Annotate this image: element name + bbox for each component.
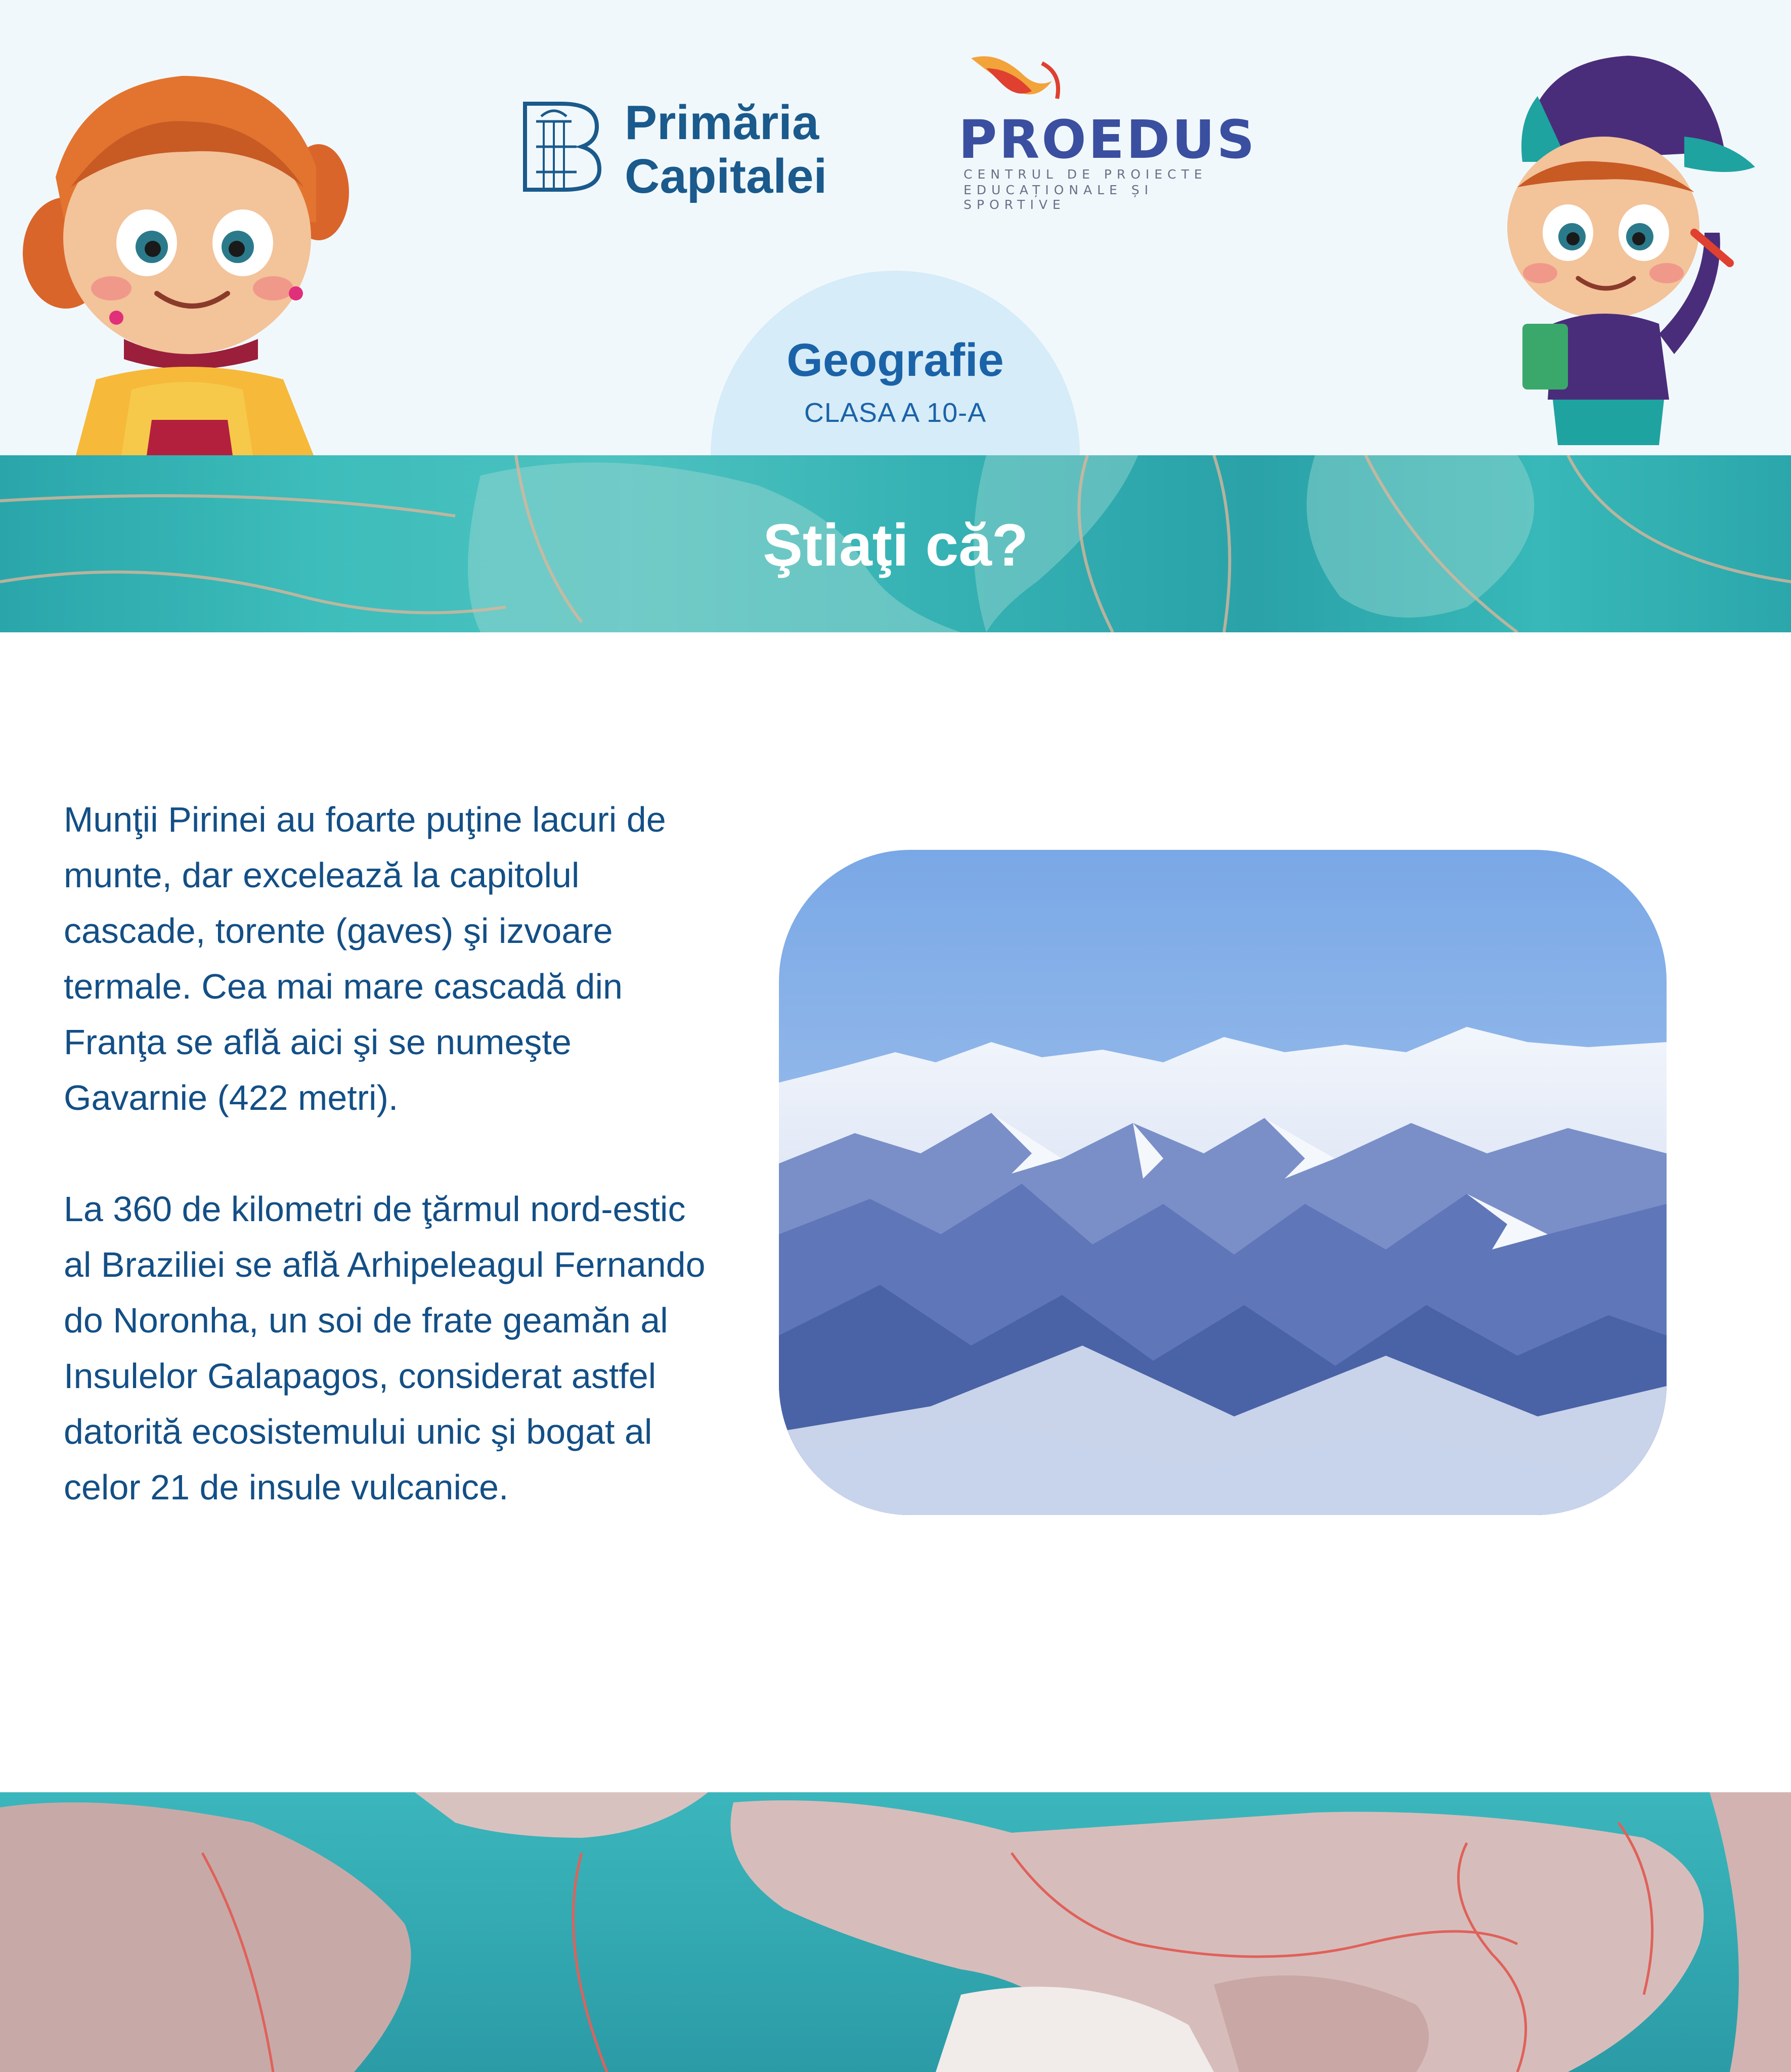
girl-mascot-icon	[20, 56, 349, 455]
primaria-capitalei-logo	[521, 96, 845, 203]
title-banner	[0, 455, 1791, 632]
fact-paragraph-2: La 360 de kilometri de ţărmul nord-estic al Braziliei se află Arhipeleagul Fernando do Noronha, un soi de frate geamăn al Insulelor Galapagos, considerat astfel datorită ecosistemului unic şi bogat al celor 21 de insule vulcanice.	[64, 1189, 706, 1507]
subject-title: Geografie	[787, 334, 1004, 386]
header	[0, 0, 1791, 455]
proedus-flame-icon	[966, 53, 1072, 114]
banner-title: Ştiaţi că?	[763, 512, 1028, 579]
proedus-tagline-line2: EDUCAȚIONALE ȘI SPORTIVE	[964, 183, 1153, 212]
building-b-logo-icon	[521, 101, 602, 192]
facts-text	[64, 792, 721, 1515]
primaria-line1: Primăria	[625, 96, 819, 150]
boy-mascot-icon	[1492, 51, 1755, 455]
grade-label: CLASA A 10-A	[804, 398, 987, 428]
fact-paragraph-1: Munţii Pirinei au foarte puţine lacuri de munte, dar excelează la capitolul cascade, torente (gaves) şi izvoare termale. Cea mai mare cascadă din Franţa se află aici şi se numeşte Gavarnie (422 metri).	[64, 800, 666, 1117]
mountains-photo	[779, 850, 1667, 1515]
footer-map	[0, 1792, 1791, 2072]
snowy-mountains-icon	[779, 850, 1667, 1515]
proedus-name: PROEDUS	[958, 109, 1257, 170]
world-map-footer-icon	[0, 1792, 1791, 2072]
proedus-tagline-line1: CENTRUL DE PROIECTE	[964, 167, 1207, 182]
proedus-logo	[958, 53, 1262, 212]
primaria-line2: Capitalei	[625, 149, 827, 203]
